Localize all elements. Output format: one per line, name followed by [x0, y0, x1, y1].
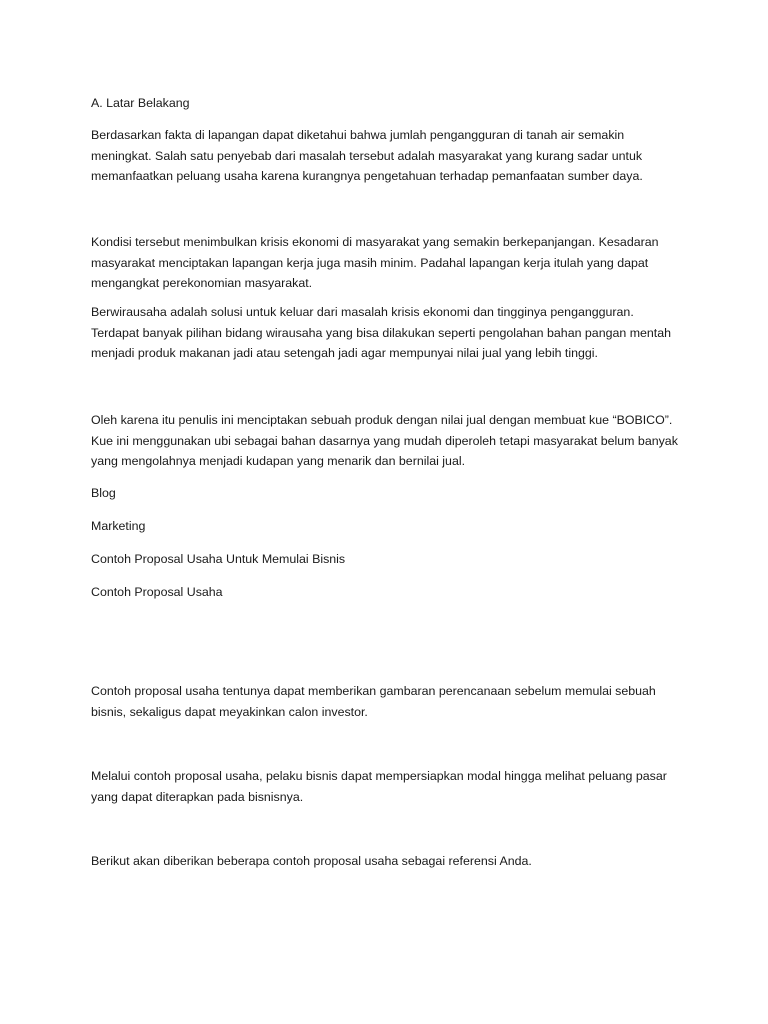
link-contoh-proposal-usaha[interactable]: Contoh Proposal Usaha — [91, 585, 223, 599]
paragraph-proposal-references: Berikut akan diberikan beberapa contoh proposal usaha sebagai referensi Anda. — [91, 854, 532, 868]
paragraph-proposal-capital: Melalui contoh proposal usaha, pelaku bisnis dapat mempersiapkan modal hingga melihat peluang pasar yang dapat diterapkan pada bisnisnya. — [91, 769, 667, 804]
section-heading: A. Latar Belakang — [91, 96, 190, 110]
paragraph-proposal-overview: Contoh proposal usaha tentunya dapat memberikan gambaran perencanaan sebelum memulai sebuah bisnis, sekaligus dapat meyakinkan calon investor. — [91, 684, 656, 719]
paragraph-unemployment: Berdasarkan fakta di lapangan dapat diketahui bahwa jumlah pengangguran di tanah air semakin meningkat. Salah satu penyebab dari masalah tersebut adalah masyarakat yang kurang sadar untuk memanfaatkan peluang usaha karena kurangnya pengetahuan terhadap pemanfaatan sumber daya. — [91, 128, 643, 183]
paragraph-economic-crisis: Kondisi tersebut menimbulkan krisis ekonomi di masyarakat yang semakin berkepanjangan. Kesadaran masyarakat menciptakan lapangan kerja juga masih minim. Padahal lapangan kerja itulah yang dapat mengangkat perekonomian masyarakat. — [91, 235, 659, 290]
paragraph-entrepreneurship: Berwirausaha adalah solusi untuk keluar dari masalah krisis ekonomi dan tingginya pengangguran. Terdapat banyak pilihan bidang wirausaha yang bisa dilakukan seperti pengolahan bahan pangan mentah menjadi produk makanan jadi atau setengah jadi agar mempunyai nilai jual yang lebih tinggi. — [91, 305, 672, 360]
link-marketing[interactable]: Marketing — [91, 519, 146, 533]
paragraph-bobico-product: Oleh karena itu penulis ini menciptakan sebuah produk dengan nilai jual dengan membuat kue “BOBICO”. Kue ini menggunakan ubi sebagai bahan dasarnya yang mudah diperoleh tetapi masyarakat belum banyak yang mengolahnya menjadi kudapan yang menarik dan bernilai jual. — [91, 413, 678, 468]
link-contoh-proposal-memulai-bisnis[interactable]: Contoh Proposal Usaha Untuk Memulai Bisnis — [91, 552, 346, 566]
link-blog[interactable]: Blog — [91, 486, 116, 500]
